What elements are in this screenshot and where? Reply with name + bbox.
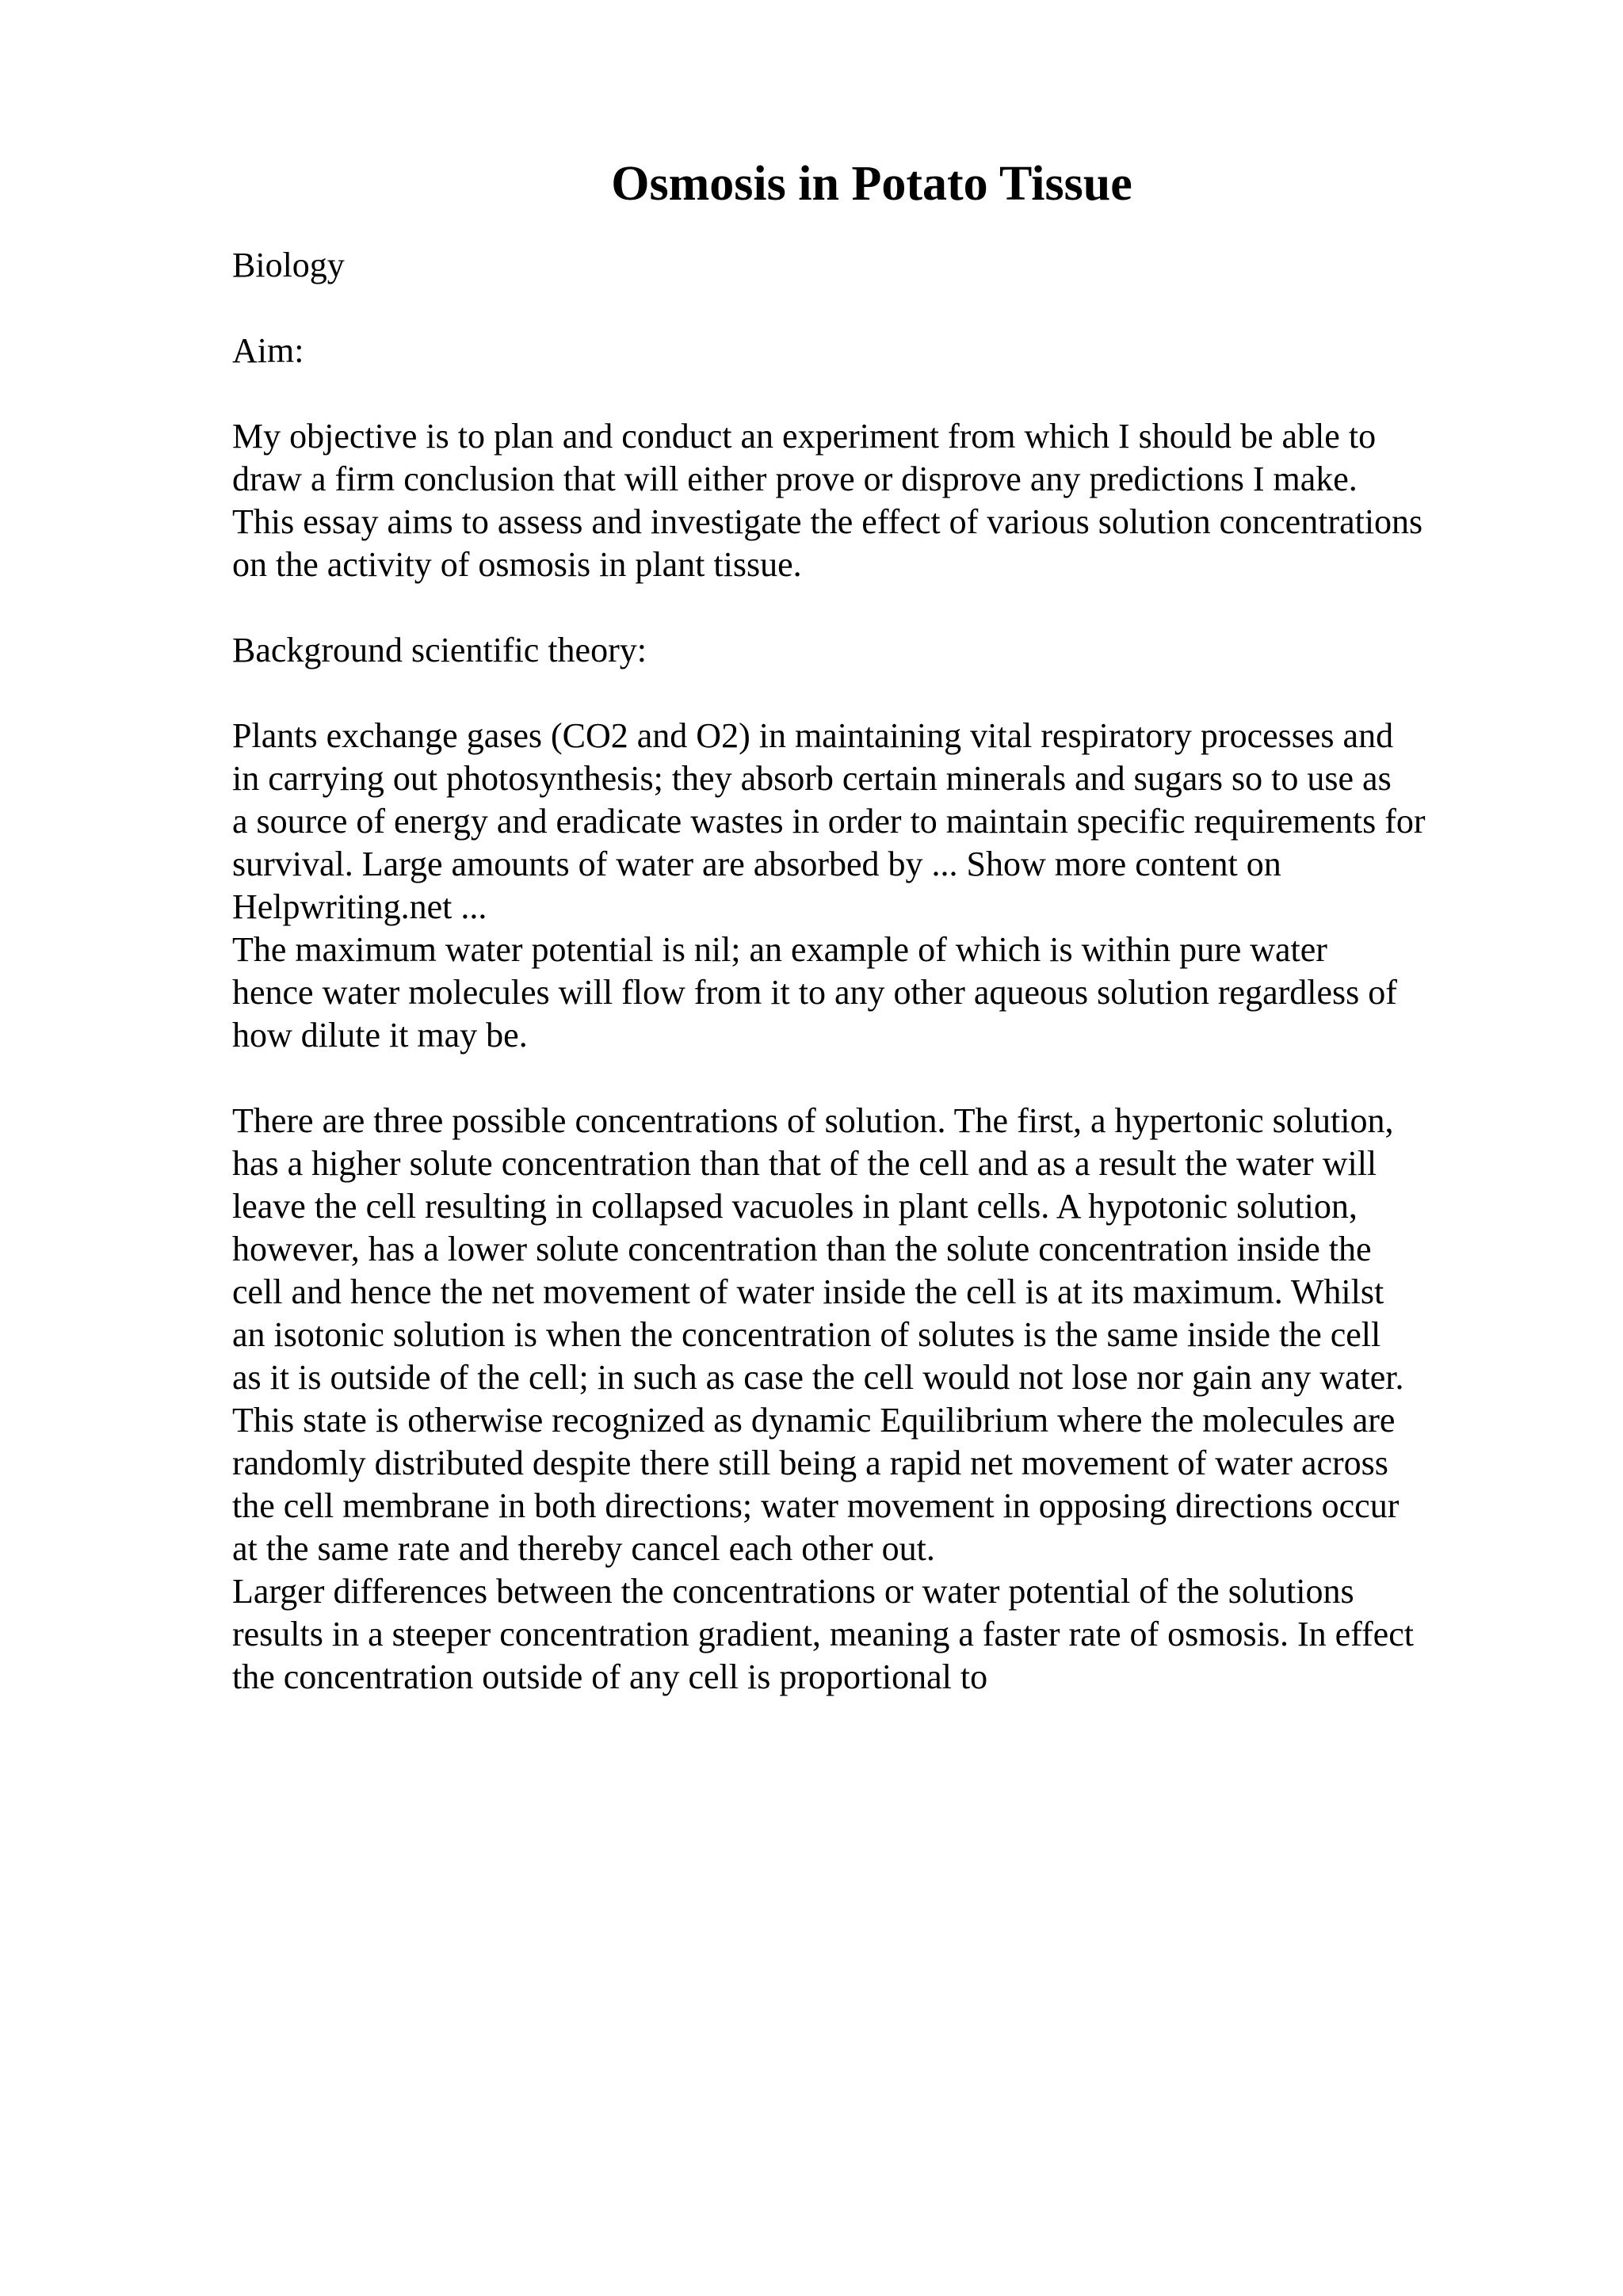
aim-line: draw a firm conclusion that will either prove or disprove any predictions I make. [232, 460, 1358, 498]
concentration-line: This state is otherwise recognized as dynamic Equilibrium where the molecules are [232, 1401, 1396, 1440]
concentration-line: results in a steeper concentration gradient, meaning a faster rate of osmosis. In effect [232, 1615, 1414, 1653]
concentration-line: an isotonic solution is when the concentration of solutes is the same inside the cell [232, 1315, 1381, 1354]
background-line: hence water molecules will flow from it to any other aqueous solution regardless of [232, 973, 1397, 1012]
background-line: in carrying out photosynthesis; they absorb certain minerals and sugars so to use as [232, 759, 1392, 798]
spacer [232, 287, 1540, 330]
concentration-line: cell and hence the net movement of water inside the cell is at its maximum. Whilst [232, 1272, 1384, 1311]
subject-label: Biology [232, 246, 345, 284]
concentration-line: leave the cell resulting in collapsed vacuoles in plant cells. A hypotonic solution, [232, 1187, 1358, 1226]
concentration-line: as it is outside of the cell; in such as case the cell would not lose nor gain any water. [232, 1358, 1404, 1397]
aim-line: on the activity of osmosis in plant tissue. [232, 545, 802, 584]
concentration-line: randomly distributed despite there still being a rapid net movement of water across [232, 1444, 1388, 1482]
concentration-paragraph [232, 1100, 1540, 1699]
concentration-line: has a higher solute concentration than that of the cell and as a result the water will [232, 1144, 1377, 1183]
background-heading: Background scientific theory: [232, 631, 647, 669]
document-body [232, 244, 1540, 1699]
aim-paragraph [232, 415, 1540, 586]
background-line: Helpwriting.net ... [232, 887, 487, 926]
background-line: a source of energy and eradicate wastes in order to maintain specific requirements for [232, 802, 1426, 841]
concentration-line: the cell membrane in both directions; water movement in opposing directions occur [232, 1486, 1400, 1525]
background-paragraph [232, 715, 1540, 1057]
background-line: how dilute it may be. [232, 1016, 528, 1055]
spacer [232, 1057, 1540, 1100]
spacer [232, 586, 1540, 629]
spacer [232, 672, 1540, 715]
background-line: survival. Large amounts of water are absorbed by ... Show more content on [232, 845, 1281, 883]
background-line: The maximum water potential is nil; an example of which is within pure water [232, 930, 1327, 969]
aim-line: This essay aims to assess and investigate the effect of various solution concentrations [232, 502, 1423, 541]
background-line: Plants exchange gases (CO2 and O2) in maintaining vital respiratory processes and [232, 716, 1394, 755]
concentration-line: Larger differences between the concentrations or water potential of the solutions [232, 1572, 1354, 1611]
aim-line: My objective is to plan and conduct an experiment from which I should be able to [232, 417, 1377, 456]
concentration-line: at the same rate and thereby cancel each other out. [232, 1529, 935, 1568]
aim-heading: Aim: [232, 331, 304, 370]
concentration-line: the concentration outside of any cell is proportional to [232, 1657, 988, 1696]
concentration-line: There are three possible concentrations of solution. The first, a hypertonic solution, [232, 1101, 1394, 1140]
spacer [232, 372, 1540, 415]
document-title: Osmosis in Potato Tissue [611, 157, 1132, 211]
concentration-line: however, has a lower solute concentration than the solute concentration inside the [232, 1230, 1372, 1268]
